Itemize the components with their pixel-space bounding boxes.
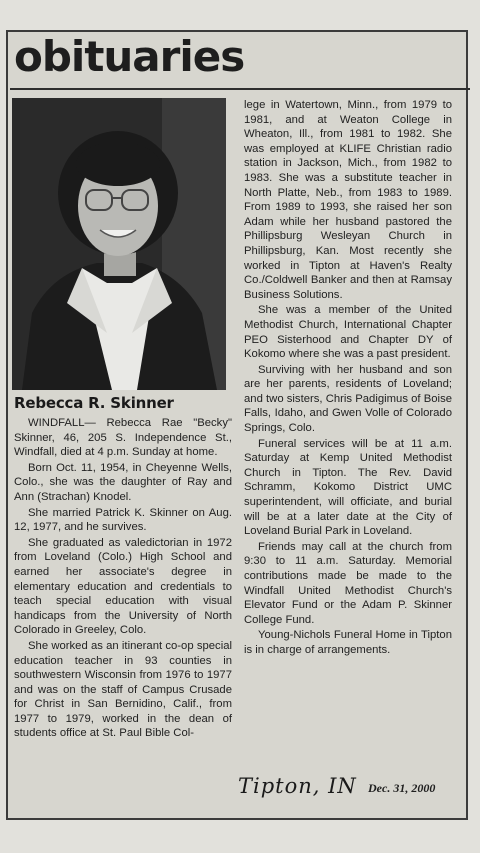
paragraph-survivors: Surviving with her husband and son are her parents, residents of Loveland; and two sisters, Chris Padigimus of Boise Falls, Idaho, and Gwen Volle of Colorado Springs, Colo. — [244, 363, 452, 435]
handwritten-note: Tipton, IN — [238, 774, 357, 798]
paragraph-career-continued: lege in Watertown, Minn., from 1979 to 1981, and at Weaton College in Wheaton, Ill., from 1981 to 1982. She was employed at KLIFE Christian radio station in Jackson, Mich., from 1982 to 1983. She was a substitute teacher in North Platte, Neb., from 1983 to 1989. From 1989 to 1993, she raised her son Adam while her husband pastored the Phillipsburg Wesleyan Church in Phillipsburg, Kan. Most recently she worked in Tipton at Haven's Realty Co./Coldwell Banker and then at Ramsay Business Solutions. — [244, 99, 452, 301]
paragraph-career: She worked as an itinerant co-op special education teacher in 93 counties in southwestern Wisconsin from 1976 to 1977 and was on the staff of Campus Crusade for Christ in San Bernidino, Calif., from 1977 to 1979, worked in the dean of students office at St. Paul Bible Col- — [14, 639, 232, 740]
section-heading: obituaries — [14, 32, 245, 81]
paragraph-birth: Born Oct. 11, 1954, in Cheyenne Wells, Colo., she was the daughter of Ray and Ann (Strachan) Knodel. — [14, 461, 232, 503]
portrait-image — [12, 98, 226, 390]
obituary-name: Rebecca R. Skinner — [14, 394, 174, 412]
paragraph-funeral-home: Young-Nichols Funeral Home in Tipton is in charge of arrangements. — [244, 629, 452, 656]
paragraph-funeral: Funeral services will be at 11 a.m. Saturday at Kemp United Methodist Church in Tipton. The Rev. David Schramm, Kokomo District UMC superintendent, will officiate, and burial will be at a later date at the City of Loveland Burial Park in Loveland. — [244, 437, 452, 538]
paragraph-intro: WINDFALL— Rebecca Rae "Becky" Skinner, 46, 205 S. Independence St., Windfall, died at 4 p.m. Sunday at home. — [14, 417, 232, 459]
paragraph-marriage: She married Patrick K. Skinner on Aug. 12, 1977, and he survives. — [14, 506, 232, 534]
text-column-right — [244, 98, 452, 659]
portrait-photo — [12, 98, 226, 390]
publication-date: Dec. 31, 2000 — [368, 781, 436, 795]
text-column-left — [14, 416, 232, 742]
paragraph-education: She graduated as valedictorian in 1972 from Loveland (Colo.) High School and earned her associate's degree in elementary education and credentials to teach special education with visual handicaps from the University of North Colorado in Greeley, Colo. — [14, 536, 232, 637]
paragraph-visitation: Friends may call at the church from 9:30 to 11 a.m. Saturday. Memorial contributions made be made to the Windfall United Methodist Church's Elevator Fund or the Adam P. Skinner College Fund. — [244, 540, 452, 626]
heading-rule — [10, 88, 470, 90]
paragraph-memberships: She was a member of the United Methodist Church, International Chapter PEO Sisterhood and Chapter DY of Kokomo where she was a past president. — [244, 304, 452, 361]
